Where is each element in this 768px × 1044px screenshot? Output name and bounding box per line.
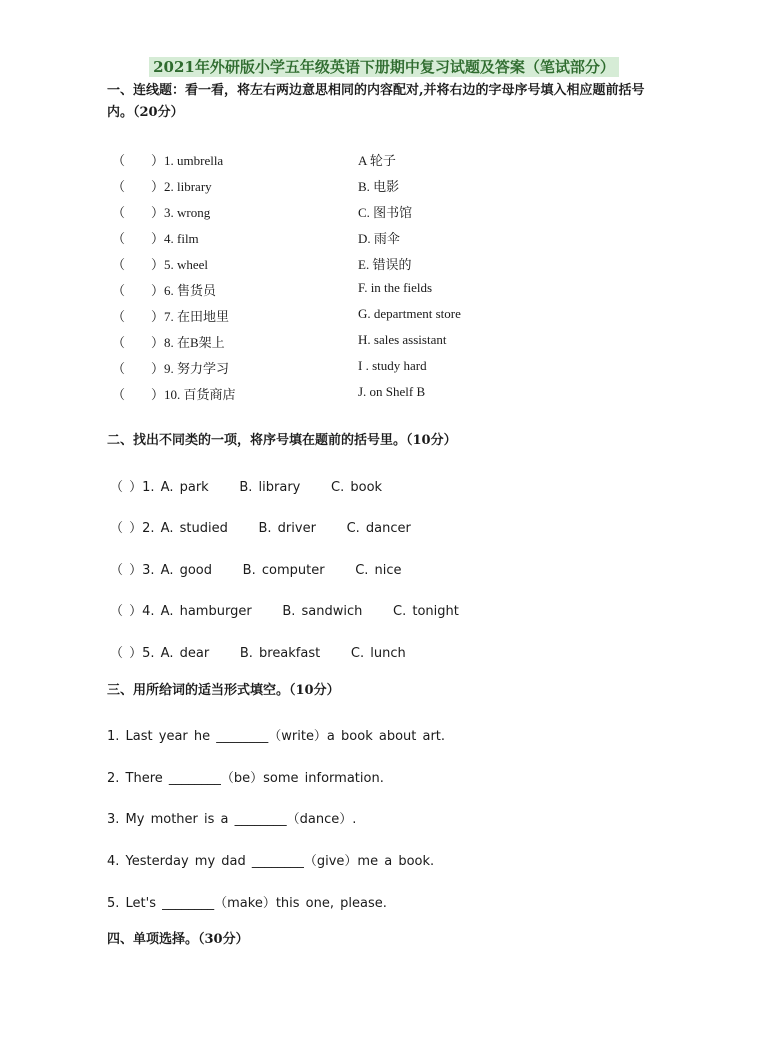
odd-one-out-item: （ ）3. A. good B. computer C. nice bbox=[110, 563, 402, 578]
section3-heading: 三、用所给词的适当形式填空。（10分） bbox=[107, 683, 340, 698]
odd-one-out-item: （ ）1. A. park B. library C. book bbox=[110, 480, 383, 495]
match-left-item: （ ）8. 在B架上 bbox=[112, 335, 225, 350]
match-right-item: E. 错误的 bbox=[358, 257, 412, 272]
match-left-item: （ ）10. 百货商店 bbox=[112, 387, 236, 402]
fill-blank-item: 5. Let's ________（make）this one, please. bbox=[107, 896, 387, 911]
match-left-item: （ ）3. wrong bbox=[112, 205, 211, 220]
section2-heading: 二、找出不同类的一项，将序号填在题前的括号里。（10分） bbox=[107, 433, 457, 448]
fill-blank-item: 4. Yesterday my dad ________（give）me a book. bbox=[107, 854, 435, 869]
fill-blank-item: 2. There ________（be）some information. bbox=[107, 771, 384, 786]
section4-heading: 四、单项选择。（30分） bbox=[107, 932, 249, 947]
match-right-item: A 轮子 bbox=[358, 153, 396, 168]
match-left-item: （ ）2. library bbox=[112, 179, 212, 194]
match-left-item: （ ）6. 售货员 bbox=[112, 283, 217, 298]
odd-one-out-item: （ ）5. A. dear B. breakfast C. lunch bbox=[110, 646, 406, 661]
match-left-item: （ ）9. 努力学习 bbox=[112, 361, 230, 376]
odd-one-out-item: （ ）4. A. hamburger B. sandwich C. tonight bbox=[110, 604, 459, 619]
match-right-item: I . study hard bbox=[358, 358, 427, 373]
document-title-text: 2021年外研版小学五年级英语下册期中复习试题及答案（笔试部分） bbox=[149, 57, 619, 77]
match-right-item: C. 图书馆 bbox=[358, 205, 413, 220]
document-title bbox=[0, 56, 768, 77]
odd-one-out-item: （ ）2. A. studied B. driver C. dancer bbox=[110, 521, 411, 536]
match-left-item: （ ）7. 在田地里 bbox=[112, 309, 230, 324]
match-right-item: F. in the fields bbox=[358, 280, 433, 295]
match-right-item: G. department store bbox=[358, 306, 461, 321]
match-left-item: （ ）4. film bbox=[112, 231, 199, 246]
match-right-item: H. sales assistant bbox=[358, 332, 447, 347]
fill-blank-item: 3. My mother is a ________（dance）. bbox=[107, 812, 357, 827]
match-left-item: （ ）1. umbrella bbox=[112, 153, 224, 168]
match-right-item: B. 电影 bbox=[358, 179, 400, 194]
fill-blank-item: 1. Last year he ________（write）a book about art. bbox=[107, 729, 446, 744]
match-left-item: （ ）5. wheel bbox=[112, 257, 209, 272]
match-right-item: D. 雨伞 bbox=[358, 231, 400, 246]
match-right-item: J. on Shelf B bbox=[358, 384, 426, 399]
section1-heading: 一、连线题：看一看，将左右两边意思相同的内容配对,并将右边的字母序号填入相应题前括号内。（20分） bbox=[107, 83, 645, 120]
